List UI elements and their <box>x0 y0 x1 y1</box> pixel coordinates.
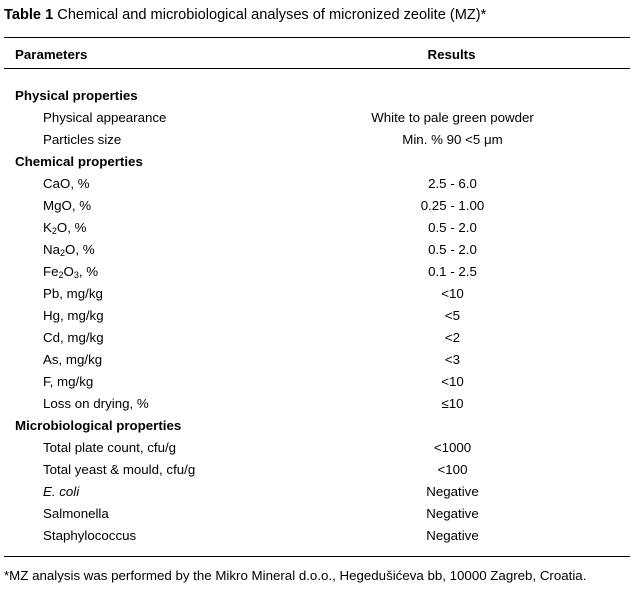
table-row <box>0 503 633 525</box>
header-rule <box>4 68 630 69</box>
parameter-cell: Total plate count, cfu/g <box>43 440 177 455</box>
table-row <box>0 129 633 151</box>
section-title: Microbiological properties <box>15 418 182 433</box>
table-title: Chemical and microbiological analyses of micronized zeolite (MZ)* <box>53 7 487 23</box>
table-row <box>0 349 633 371</box>
table-row <box>0 283 633 305</box>
parameter-cell: As, mg/kg <box>43 352 103 367</box>
result-cell: <1000 <box>433 440 472 455</box>
table-row <box>0 107 633 129</box>
result-cell: 0.5 - 2.0 <box>428 220 477 235</box>
result-cell: Negative <box>426 506 479 521</box>
parameter-cell: Salmonella <box>43 506 109 521</box>
section-header-row <box>0 151 633 173</box>
table-row <box>0 437 633 459</box>
parameter-cell: CaO, % <box>43 176 90 191</box>
result-cell: <10 <box>441 286 464 301</box>
table-row <box>0 525 633 547</box>
table-row <box>0 173 633 195</box>
parameter-cell: $K_2O$, % <box>43 220 87 236</box>
table-row <box>0 305 633 327</box>
table-row <box>0 393 633 415</box>
section-title: Chemical properties <box>15 154 143 169</box>
result-cell: <2 <box>444 330 461 345</box>
table-row <box>0 327 633 349</box>
table-row <box>0 481 633 503</box>
parameter-cell: Staphylococcus <box>43 528 137 543</box>
section-header-row <box>0 415 633 437</box>
result-cell: <100 <box>437 462 468 477</box>
column-header-parameters: Parameters <box>15 47 88 62</box>
result-cell: 2.5 - 6.0 <box>428 176 477 191</box>
table-footnote: *MZ analysis was performed by the Mikro Mineral d.o.o., Hegedušićeva bb, 10000 Zagreb, Croatia. <box>4 568 587 583</box>
table-row <box>0 459 633 481</box>
parameter-cell: $Fe_2O_3$, % <box>43 264 99 280</box>
parameter-cell: Physical appearance <box>43 110 167 125</box>
result-cell: Negative <box>426 528 479 543</box>
parameter-cell: F, mg/kg <box>43 374 94 389</box>
table-row <box>0 195 633 217</box>
bottom-rule <box>4 556 630 557</box>
parameter-cell: Particles size <box>43 132 122 147</box>
parameter-cell: MgO, % <box>43 198 92 213</box>
result-cell: 0.1 - 2.5 <box>428 264 477 279</box>
result-cell: 0.25 - 1.00 <box>420 198 485 213</box>
parameter-cell: Hg, mg/kg <box>43 308 104 323</box>
result-cell: <10 <box>441 374 464 389</box>
parameter-cell: $Na_2O$, % <box>43 242 95 258</box>
parameter-cell: Total yeast & mould, cfu/g <box>43 462 196 477</box>
result-cell: 0.5 - 2.0 <box>428 242 477 257</box>
column-header-results: Results <box>427 47 476 62</box>
parameter-cell: Pb, mg/kg <box>43 286 103 301</box>
parameter-cell: Cd, mg/kg <box>43 330 104 345</box>
parameter-cell: Loss on drying, % <box>43 396 149 411</box>
table-row <box>0 371 633 393</box>
result-cell: <5 <box>444 308 461 323</box>
section-header-row <box>0 85 633 107</box>
parameter-cell: E. coli <box>43 484 80 499</box>
table-number: Table 1 <box>4 7 54 23</box>
table-row <box>0 239 633 261</box>
result-cell: <3 <box>444 352 461 367</box>
result-cell: ≤10 <box>441 396 464 411</box>
result-cell: Min. % 90 <5 μm <box>402 132 503 147</box>
table-body <box>0 85 633 547</box>
top-rule <box>4 37 630 38</box>
table-row <box>0 261 633 283</box>
section-title: Physical properties <box>15 88 138 103</box>
result-cell: White to pale green powder <box>371 110 534 125</box>
table-caption <box>4 7 486 23</box>
table-row <box>0 217 633 239</box>
result-cell: Negative <box>426 484 479 499</box>
